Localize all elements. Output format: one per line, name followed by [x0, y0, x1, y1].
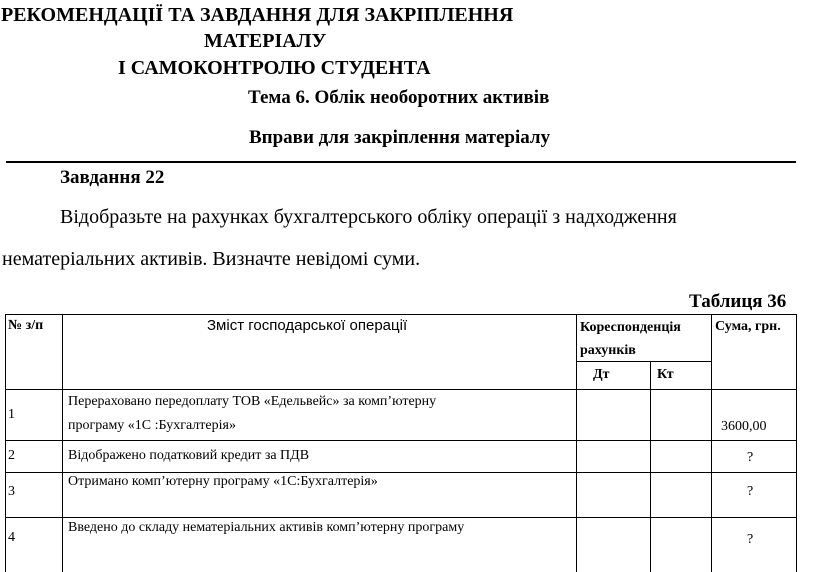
table-caption: Таблиця 36: [689, 291, 787, 312]
task-text-line-2: нематеріальних активів. Визначте невідомі суми.: [2, 248, 421, 270]
table-border-left: [5, 314, 6, 572]
table-border-top: [5, 314, 797, 315]
row-2-num: 2: [8, 448, 15, 463]
header-dt: Дт: [593, 367, 610, 382]
header-content: Зміст господарської операції: [207, 317, 408, 334]
header-kt: Кт: [657, 367, 674, 382]
table-line-row1: [5, 440, 797, 441]
table-line-col-dt: [650, 361, 651, 572]
row-3-sum: ?: [747, 484, 754, 499]
operations-table: [5, 314, 797, 572]
header-corr-line-1: Кореспонденція: [580, 320, 681, 335]
header-num: № з/п: [8, 318, 44, 333]
row-1-num: 1: [8, 407, 15, 422]
row-1-text-line-2: програму «1С :Бухгалтерія»: [68, 418, 236, 433]
heading-line-3: І САМОКОНТРОЛЮ СТУДЕНТА: [118, 57, 431, 79]
heading-line-2: МАТЕРІАЛУ: [204, 30, 327, 52]
table-border-right: [796, 314, 797, 572]
table-line-col-num: [62, 314, 63, 572]
header-sum: Сума, грн.: [715, 319, 781, 334]
row-1-text-line-1: Перераховано передоплату ТОВ «Едельвейс» за комп’ютерну: [68, 394, 437, 409]
row-3-num: 3: [8, 484, 15, 499]
table-line-header-bottom: [5, 389, 797, 390]
header-corr-line-2: рахунків: [580, 343, 636, 358]
table-line-row2: [5, 472, 797, 473]
task-text-line-1: Відобразьте на рахунках бухгалтерського обліку операції з надходження: [60, 206, 677, 228]
topic-title: Тема 6. Облік необоротних активів: [248, 87, 550, 108]
row-4-text: Введено до складу нематеріальних активів комп’ютерну програму: [68, 520, 465, 535]
row-4-num: 4: [8, 530, 15, 545]
row-3-text: Отримано комп’ютерну програму «1С:Бухгалтерія»: [68, 474, 378, 489]
row-2-text: Відображено податковий кредит за ПДВ: [68, 448, 310, 463]
row-1-sum: 3600,00: [721, 419, 767, 434]
row-4-sum: ?: [747, 532, 754, 547]
table-line-col-content: [576, 314, 577, 572]
row-2-sum: ?: [747, 450, 754, 465]
table-line-col-kt: [711, 314, 712, 572]
table-line-row3: [5, 517, 797, 518]
exercise-subtitle: Вправи для закріплення матеріалу: [249, 127, 551, 148]
divider-line: [6, 161, 796, 163]
table-line-corr-split: [576, 361, 711, 362]
task-title: Завдання 22: [60, 167, 165, 188]
heading-line-1: РЕКОМЕНДАЦІЇ ТА ЗАВДАННЯ ДЛЯ ЗАКРІПЛЕННЯ: [1, 4, 514, 26]
